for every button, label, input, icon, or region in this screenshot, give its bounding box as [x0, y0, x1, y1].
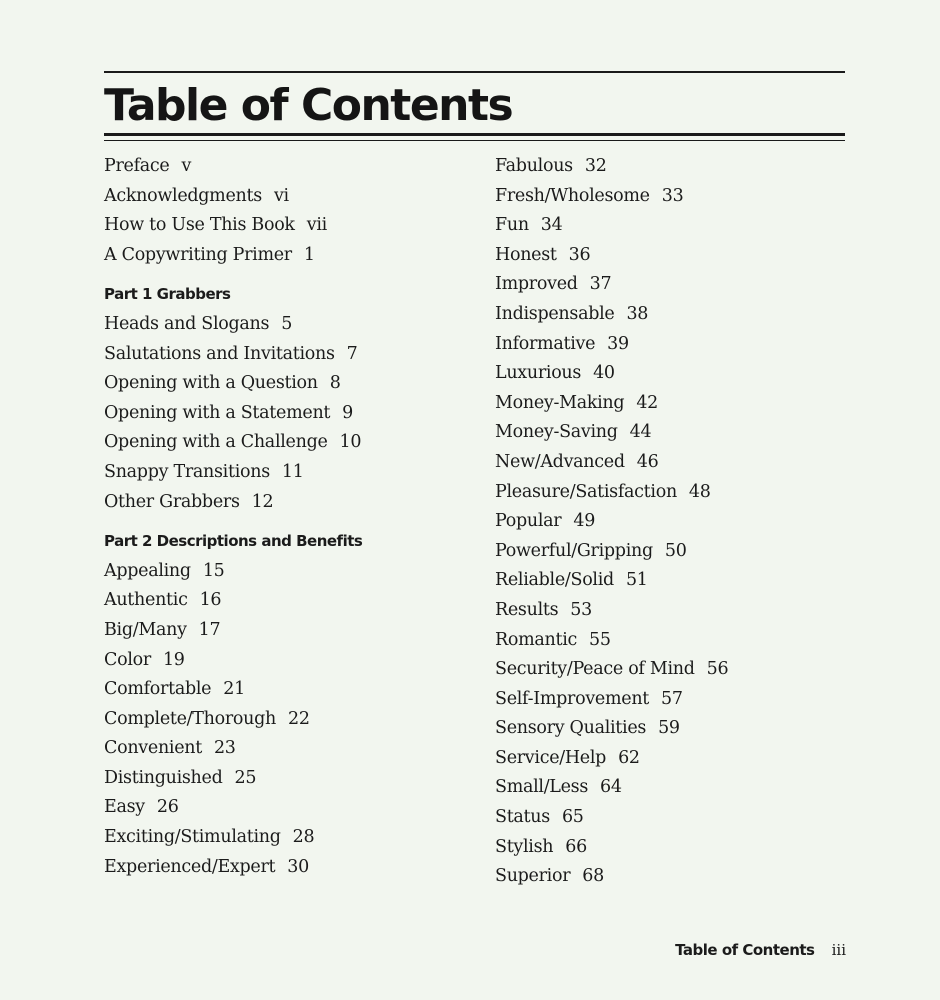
toc-entry[interactable] — [495, 448, 875, 478]
toc-entry-label: Status — [495, 807, 550, 828]
toc-entry-page: vii — [306, 215, 327, 236]
toc-entry-page: 23 — [213, 738, 236, 759]
toc-entry[interactable] — [104, 399, 484, 429]
toc-entry[interactable] — [495, 773, 875, 803]
toc-entry[interactable] — [495, 241, 875, 271]
toc-entry[interactable] — [104, 369, 484, 399]
toc-entry-page: 66 — [565, 836, 587, 857]
toc-entry-label: Romantic — [495, 629, 578, 650]
toc-entry-page: 9 — [342, 402, 353, 423]
footer-title: Table of Contents — [675, 941, 815, 959]
toc-entry-label: Improved — [495, 274, 578, 295]
part-heading: Part 1 Grabbers — [104, 285, 231, 304]
toc-entry[interactable] — [495, 152, 875, 182]
toc-entry-page: 33 — [661, 185, 684, 206]
toc-entry-page: 30 — [287, 856, 309, 877]
toc-entry-label: How to Use This Book — [104, 215, 295, 236]
toc-entry-label: Fun — [495, 215, 529, 236]
toc-entry[interactable] — [495, 507, 875, 537]
toc-entry-page: 49 — [573, 511, 596, 532]
toc-entry[interactable] — [104, 616, 484, 646]
toc-entry[interactable] — [104, 734, 484, 764]
toc-entry-label: Exciting/Stimulating — [104, 827, 281, 848]
toc-entry[interactable] — [495, 478, 875, 508]
toc-entry[interactable] — [495, 418, 875, 448]
toc-entry-page: 65 — [561, 807, 584, 828]
toc-entry-label: Service/Help — [495, 747, 607, 768]
footer-page-number: iii — [831, 941, 846, 959]
toc-entry[interactable] — [495, 655, 875, 685]
toc-entry[interactable] — [104, 458, 484, 488]
toc-entry-label: Sensory Qualities — [495, 718, 647, 739]
toc-entry-label: Superior — [495, 866, 571, 887]
toc-entry[interactable] — [495, 359, 875, 389]
toc-entry[interactable] — [104, 823, 484, 853]
toc-entry-page: 38 — [626, 303, 649, 324]
toc-entry-label: Stylish — [495, 836, 554, 857]
toc-entry-page: vi — [273, 185, 289, 206]
page-footer — [675, 938, 846, 962]
toc-entry-label: Experienced/Expert — [104, 856, 276, 877]
toc-entry-page: 26 — [156, 797, 179, 818]
toc-entry-page: 16 — [199, 590, 222, 611]
toc-entry-page: 40 — [593, 363, 615, 384]
toc-entry-page: 19 — [162, 649, 185, 670]
toc-entry-page: 17 — [198, 619, 221, 640]
toc-entry-page: 34 — [540, 215, 563, 236]
toc-entry-label: Reliable/Solid — [495, 570, 614, 591]
toc-entry-label: Complete/Thorough — [104, 708, 276, 729]
toc-entry-page: 37 — [589, 274, 612, 295]
toc-entry-page: 68 — [582, 866, 604, 887]
toc-entry[interactable] — [104, 211, 484, 241]
toc-entry[interactable] — [104, 557, 484, 587]
toc-entry[interactable] — [104, 182, 484, 212]
toc-entry-page: 57 — [661, 688, 683, 709]
toc-entry-page: 7 — [346, 343, 358, 364]
toc-entry-label: Opening with a Question — [104, 373, 318, 394]
toc-entry-label: Easy — [104, 797, 145, 818]
toc-entry-label: Authentic — [104, 590, 188, 611]
toc-entry-label: A Copywriting Primer — [104, 244, 292, 265]
toc-entry-page: 28 — [292, 827, 315, 848]
toc-entry-page: 62 — [618, 747, 640, 768]
toc-entry-page: 55 — [589, 629, 611, 650]
toc-entry-page: 59 — [658, 718, 680, 739]
title-underline-thin — [104, 140, 845, 141]
toc-entry[interactable] — [104, 675, 484, 705]
toc-entry-label: Convenient — [104, 738, 202, 759]
toc-entry-page: 11 — [281, 461, 304, 482]
toc-entry-label: Preface — [104, 156, 170, 176]
toc-entry[interactable] — [104, 793, 484, 823]
toc-entry[interactable] — [495, 714, 875, 744]
toc-entry-label: Security/Peace of Mind — [495, 659, 695, 680]
toc-entry-page: 46 — [636, 451, 659, 472]
toc-entry-label: Money-Saving — [495, 422, 618, 443]
toc-right-column — [495, 152, 875, 892]
toc-entry[interactable] — [104, 340, 484, 370]
toc-entry-page: 5 — [281, 313, 293, 334]
toc-entry[interactable] — [495, 330, 875, 360]
toc-entry[interactable] — [495, 537, 875, 567]
toc-entry-label: Distinguished — [104, 767, 223, 788]
top-rule — [104, 71, 845, 73]
toc-entry-label: Color — [104, 649, 151, 670]
toc-entry-page: 32 — [584, 156, 607, 176]
toc-entry-label: Appealing — [104, 560, 191, 581]
toc-entry-label: Luxurious — [495, 363, 582, 384]
toc-entry-page: 44 — [629, 422, 652, 443]
toc-left-column — [104, 152, 484, 882]
page-title: Table of Contents — [104, 80, 513, 131]
toc-entry-page: 42 — [636, 392, 658, 413]
toc-entry-page: 51 — [625, 570, 648, 591]
toc-entry[interactable] — [495, 626, 875, 656]
toc-entry[interactable] — [495, 803, 875, 833]
toc-entry-page: 39 — [607, 333, 629, 354]
toc-entry[interactable] — [104, 488, 484, 518]
toc-entry[interactable] — [104, 705, 484, 735]
toc-entry[interactable] — [104, 853, 484, 883]
toc-entry[interactable] — [104, 310, 484, 340]
toc-entry-label: Salutations and Invitations — [104, 343, 335, 364]
toc-entry-page: 10 — [339, 432, 362, 453]
toc-entry-page: 64 — [600, 777, 622, 798]
toc-entry-page: 15 — [202, 560, 225, 581]
toc-entry-label: Opening with a Challenge — [104, 432, 328, 453]
toc-entry[interactable] — [495, 862, 875, 892]
toc-entry-label: Honest — [495, 244, 557, 265]
toc-entry[interactable] — [104, 764, 484, 794]
toc-entry[interactable] — [104, 152, 484, 182]
toc-entry-page: 1 — [303, 244, 315, 265]
toc-entry[interactable] — [104, 646, 484, 676]
toc-entry[interactable] — [495, 744, 875, 774]
toc-entry-label: Small/Less — [495, 777, 589, 798]
toc-entry-label: Popular — [495, 511, 562, 532]
toc-entry-label: Heads and Slogans — [104, 313, 270, 334]
toc-entry-page: v — [181, 156, 192, 176]
toc-entry[interactable] — [104, 241, 484, 271]
toc-entry[interactable] — [495, 211, 875, 241]
toc-entry[interactable] — [495, 685, 875, 715]
toc-entry-label: Pleasure/Satisfaction — [495, 481, 677, 502]
toc-entry[interactable] — [495, 182, 875, 212]
toc-entry-label: Informative — [495, 333, 596, 354]
toc-entry[interactable] — [495, 566, 875, 596]
toc-entry-label: Other Grabbers — [104, 491, 240, 512]
toc-entry-label: Acknowledgments — [104, 185, 262, 206]
toc-entry-label: Fresh/Wholesome — [495, 185, 650, 206]
toc-entry-label: Snappy Transitions — [104, 461, 270, 482]
toc-entry-page: 25 — [234, 767, 257, 788]
toc-entry-page: 48 — [688, 481, 711, 502]
toc-entry-page: 50 — [664, 540, 687, 561]
toc-entry[interactable] — [495, 270, 875, 300]
toc-entry-page: 12 — [251, 491, 274, 512]
toc-entry[interactable] — [104, 428, 484, 458]
toc-entry[interactable] — [495, 596, 875, 626]
toc-entry-label: Opening with a Statement — [104, 402, 331, 423]
toc-entry-label: Comfortable — [104, 679, 212, 700]
toc-entry-label: Self-Improvement — [495, 688, 650, 709]
toc-entry-page: 8 — [329, 373, 341, 394]
toc-entry-label: Indispensable — [495, 303, 615, 324]
toc-entry-page: 22 — [288, 708, 310, 729]
toc-entry-page: 56 — [706, 659, 729, 680]
toc-entry[interactable] — [495, 300, 875, 330]
toc-entry-page: 36 — [568, 244, 591, 265]
toc-entry-label: Fabulous — [495, 156, 573, 176]
toc-entry-label: Powerful/Gripping — [495, 540, 653, 561]
part-heading: Part 2 Descriptions and Benefits — [104, 532, 363, 551]
toc-entry-page: 53 — [570, 599, 592, 620]
toc-entry[interactable] — [104, 586, 484, 616]
toc-entry[interactable] — [495, 389, 875, 419]
title-underline-thick — [104, 133, 845, 136]
toc-entry-label: Results — [495, 599, 559, 620]
toc-entry-label: Money-Making — [495, 392, 625, 413]
toc-entry[interactable] — [495, 833, 875, 863]
toc-entry-label: Big/Many — [104, 619, 187, 640]
toc-entry-label: New/Advanced — [495, 451, 625, 472]
toc-entry-page: 21 — [223, 679, 245, 700]
